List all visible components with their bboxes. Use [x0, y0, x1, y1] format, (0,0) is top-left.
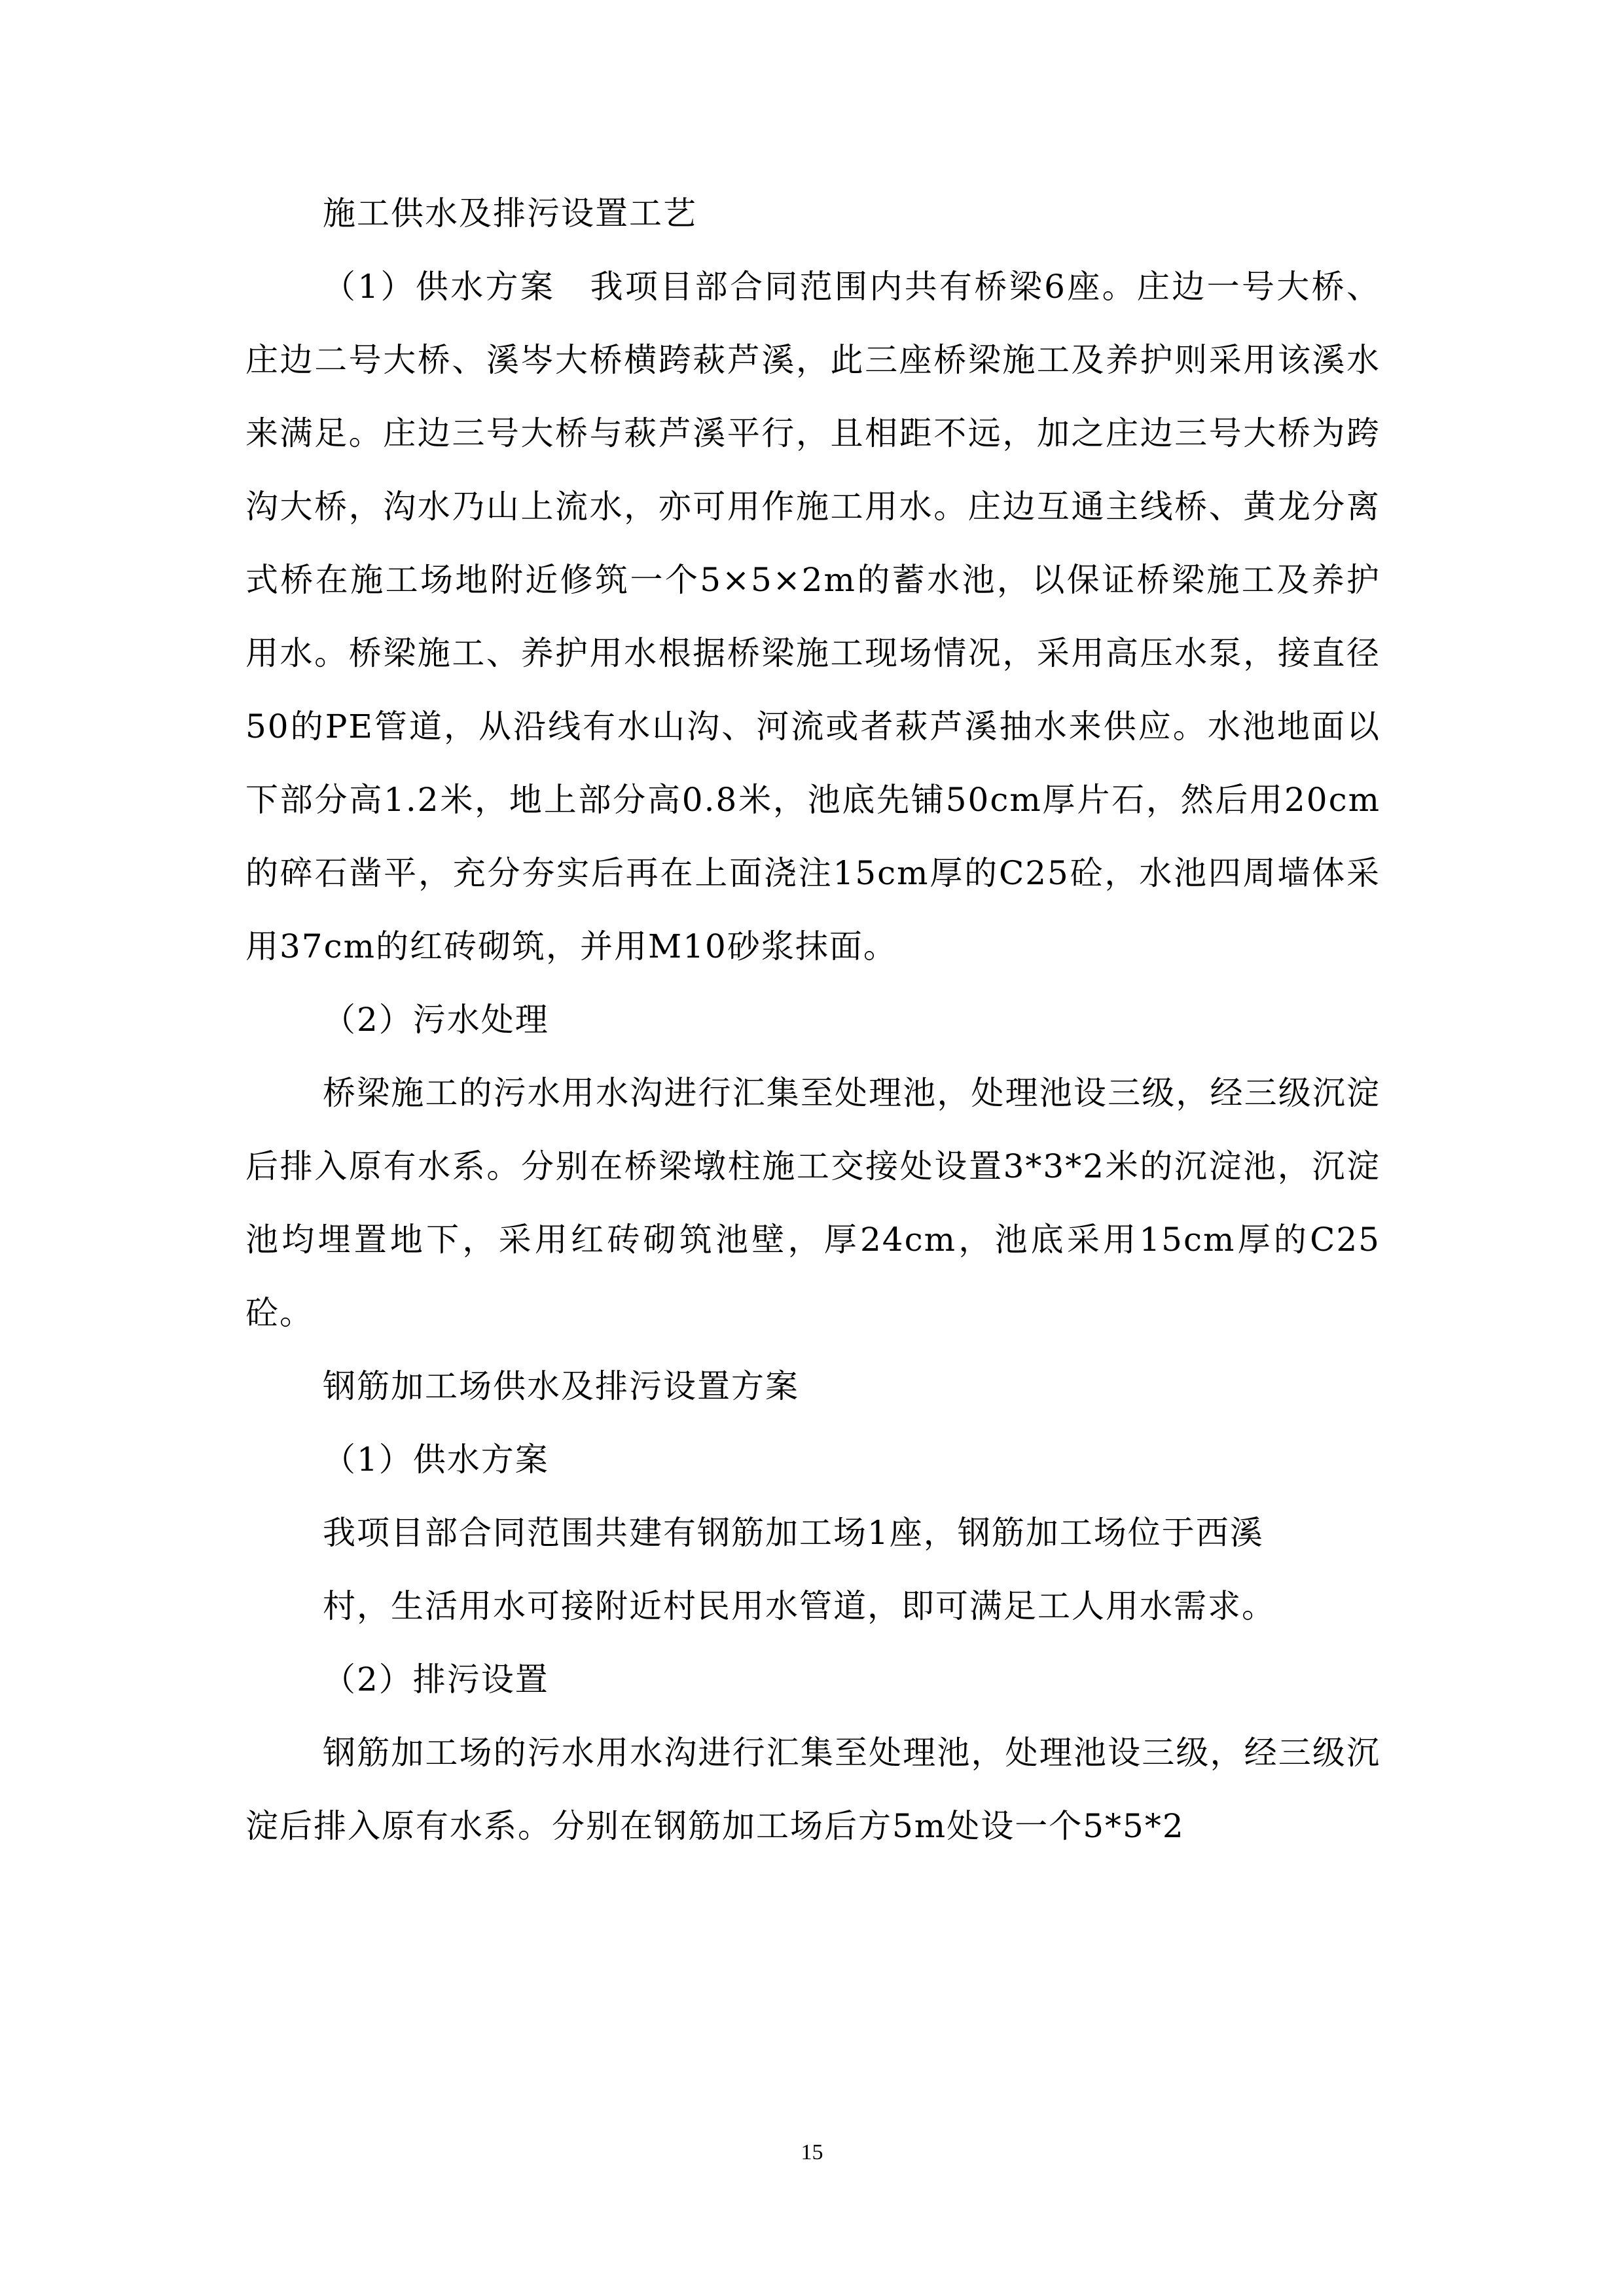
page-number: 15 — [801, 2140, 823, 2164]
paragraph-water-supply-plan: （1）供水方案 我项目部合同范围内共有桥梁6座。庄边一号大桥、庄边二号大桥、溪岑大桥横跨萩芦溪，此三座桥梁施工及养护则采用该溪水来满足。庄边三号大桥与萩芦溪平行，且相距不远，加之庄边三号大桥为跨沟大桥，沟水乃山上流水，亦可用作施工用水。庄边互通主线桥、黄龙分离式桥在施工场地附近修筑一个5×5×2m的蓄水池，以保证桥梁施工及养护用水。桥梁施工、养护用水根据桥梁施工现场情况，采用高压水泵，接直径50的PE管道，从沿线有水山沟、河流或者萩芦溪抽水来供应。水池地面以下部分高1.2米，地上部分高0.8米，池底先铺50cm厚片石，然后用20cm的碎石凿平，充分夯实后再在上面浇注15cm厚的C25砼，水池四周墙体采用37cm的红砖砌筑，并用M10砂浆抹面。 — [245, 268, 1380, 965]
section-heading-rebar-yard: 钢筋加工场供水及排污设置方案 — [323, 1367, 799, 1405]
body-text — [245, 177, 1380, 1863]
paragraph-rebar-sewage: 钢筋加工场的污水用水沟进行汇集至处理池，处理池设三级，经三级沉淀后排入原有水系。分别在钢筋加工场后方5m处设一个5*5*2 — [245, 1734, 1380, 1845]
subheading-rebar-sewage: （2）排污设置 — [323, 1660, 549, 1698]
subheading-rebar-water-supply: （1）供水方案 — [323, 1441, 549, 1479]
paragraph-rebar-water-supply-1: 我项目部合同范围共建有钢筋加工场1座，钢筋加工场位于西溪 — [323, 1514, 1264, 1552]
paragraph-sewage-treatment: 桥梁施工的污水用水沟进行汇集至处理池，处理池设三级，经三级沉淀后排入原有水系。分别在桥梁墩柱施工交接处设置3*3*2米的沉淀池，沉淀池均埋置地下，采用红砖砌筑池壁，厚24cm，池底采用15cm厚的C25砼。 — [245, 1074, 1380, 1332]
subheading-sewage-treatment: （2）污水处理 — [323, 1001, 549, 1039]
section-heading-construction-water: 施工供水及排污设置工艺 — [323, 194, 697, 232]
paragraph-rebar-water-supply-2: 村，生活用水可接附近村民用水管道，即可满足工人用水需求。 — [323, 1587, 1276, 1625]
